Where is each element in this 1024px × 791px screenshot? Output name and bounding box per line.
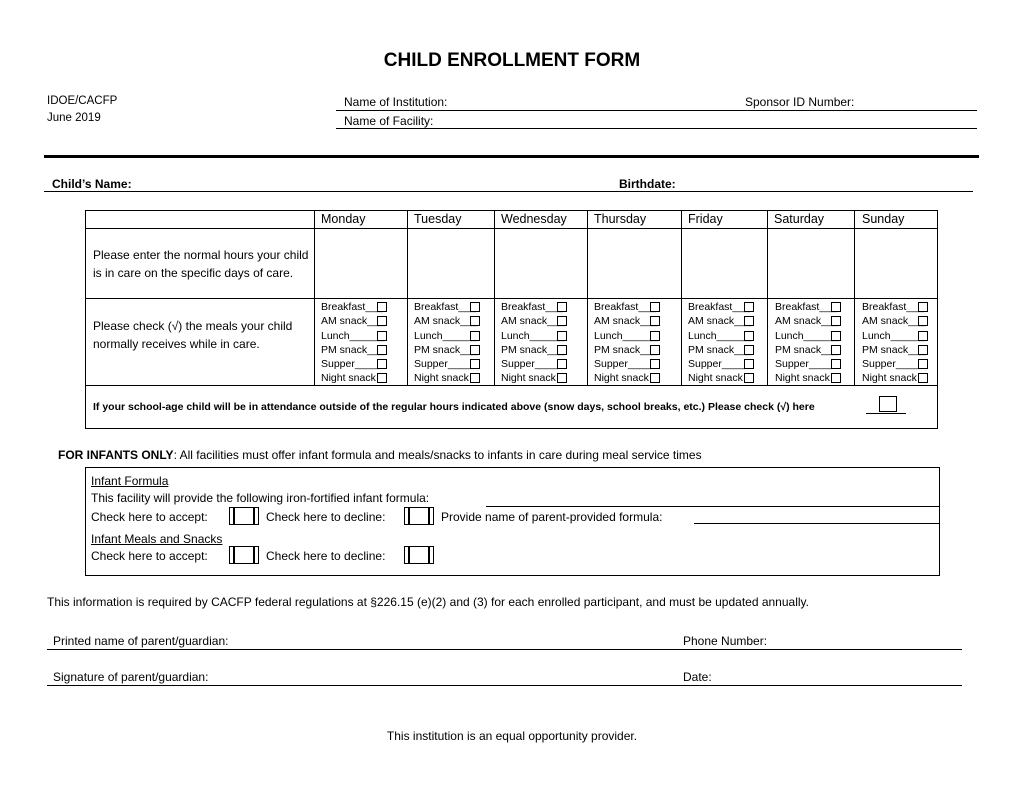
- meal-option[interactable]: Lunch______: [321, 329, 385, 343]
- child-info-line[interactable]: [44, 191, 973, 192]
- infants-heading-text: : All facilities must offer infant formula and meals/snacks to infants in care during meal service times: [173, 448, 702, 462]
- checkbox[interactable]: [377, 331, 387, 341]
- checkbox[interactable]: [918, 345, 928, 355]
- meal-option[interactable]: PM snack___: [688, 343, 752, 357]
- table-row-rule: [85, 298, 938, 299]
- footer-note: This institution is an equal opportunity provider.: [386, 729, 638, 743]
- meal-option[interactable]: Night snack: [321, 371, 385, 385]
- checkbox[interactable]: [744, 345, 754, 355]
- meal-option[interactable]: Lunch______: [501, 329, 565, 343]
- day-header-thursday: Thursday: [594, 212, 647, 226]
- day-header-tuesday: Tuesday: [414, 212, 462, 226]
- checkbox[interactable]: [744, 316, 754, 326]
- checkbox[interactable]: [470, 359, 480, 369]
- infants-heading: [58, 448, 702, 462]
- hours-prompt: Please enter the normal hours your child is in care on the specific days of care.: [93, 248, 309, 280]
- meal-option[interactable]: AM snack___: [775, 314, 839, 328]
- parent-formula-label: Provide name of parent-provided formula:: [441, 510, 663, 524]
- meal-option[interactable]: AM snack___: [688, 314, 752, 328]
- checkbox[interactable]: [557, 373, 567, 383]
- checkbox[interactable]: [470, 316, 480, 326]
- meal-option[interactable]: Breakfast___: [862, 300, 926, 314]
- meal-option[interactable]: Lunch______: [862, 329, 926, 343]
- sponsor-id-label: Sponsor ID Number:: [745, 95, 855, 109]
- meal-option[interactable]: Breakfast___: [501, 300, 565, 314]
- meal-option[interactable]: PM snack___: [414, 343, 478, 357]
- infant-formula-title: Infant Formula: [91, 474, 169, 488]
- meals-thursday: [594, 300, 658, 386]
- meals-sunday: [862, 300, 926, 386]
- printed-name-label: Printed name of parent/guardian:: [53, 634, 229, 648]
- meals-wednesday: [501, 300, 565, 386]
- checkbox[interactable]: [470, 345, 480, 355]
- meal-option[interactable]: Lunch______: [775, 329, 839, 343]
- facility-line[interactable]: [336, 128, 977, 129]
- checkbox[interactable]: [918, 359, 928, 369]
- meal-option[interactable]: Supper____: [688, 357, 752, 371]
- regulation-note: This information is required by CACFP federal regulations at §226.15 (e)(2) and (3) for each enrolled participant, and must be updated annually.: [47, 595, 809, 609]
- checkbox[interactable]: [377, 373, 387, 383]
- checkbox[interactable]: [650, 331, 660, 341]
- checkbox[interactable]: [831, 331, 841, 341]
- facility-label: Name of Facility:: [344, 114, 434, 128]
- checkbox[interactable]: [831, 345, 841, 355]
- meal-option[interactable]: AM snack___: [594, 314, 658, 328]
- printed-name-line[interactable]: [47, 649, 962, 650]
- checkbox[interactable]: [744, 359, 754, 369]
- day-header-monday: Monday: [321, 212, 366, 226]
- meal-option[interactable]: Breakfast___: [414, 300, 478, 314]
- checkbox[interactable]: [831, 302, 841, 312]
- agency-label: IDOE/CACFP: [47, 95, 118, 107]
- infant-formula-text: This facility will provide the following iron-fortified infant formula:: [91, 491, 430, 505]
- meal-option[interactable]: Lunch______: [594, 329, 658, 343]
- meal-option[interactable]: AM snack___: [501, 314, 565, 328]
- checkbox[interactable]: [557, 345, 567, 355]
- checkbox[interactable]: [650, 302, 660, 312]
- checkbox[interactable]: [831, 373, 841, 383]
- meal-option[interactable]: Breakfast___: [688, 300, 752, 314]
- formula-accept-checkbox[interactable]: [229, 507, 259, 525]
- meal-option[interactable]: Night snack: [501, 371, 565, 385]
- date-label: Date:: [683, 670, 712, 684]
- meal-option[interactable]: Breakfast___: [321, 300, 385, 314]
- meal-option[interactable]: Supper____: [321, 357, 385, 371]
- meal-option[interactable]: Supper____: [501, 357, 565, 371]
- phone-label: Phone Number:: [683, 634, 768, 648]
- child-name-label: Child’s Name:: [52, 177, 132, 191]
- checkbox[interactable]: [918, 302, 928, 312]
- hours-cell-friday[interactable]: [682, 229, 767, 298]
- meal-option[interactable]: AM snack___: [862, 314, 926, 328]
- signature-line[interactable]: [47, 685, 962, 686]
- checkbox[interactable]: [557, 302, 567, 312]
- checkbox[interactable]: [831, 316, 841, 326]
- checkbox[interactable]: [557, 359, 567, 369]
- meals-saturday: [775, 300, 839, 386]
- checkbox[interactable]: [918, 316, 928, 326]
- hours-cell-monday[interactable]: [315, 229, 407, 298]
- checkbox[interactable]: [557, 331, 567, 341]
- header-divider: [44, 155, 979, 158]
- hours-cell-wednesday[interactable]: [495, 229, 587, 298]
- form-date: June 2019: [47, 112, 101, 124]
- meals-prompt: Please check (√) the meals your child normally receives while in care.: [93, 319, 293, 351]
- infant-meals-title: Infant Meals and Snacks: [91, 532, 223, 546]
- checkbox[interactable]: [831, 359, 841, 369]
- checkbox[interactable]: [377, 345, 387, 355]
- meal-option[interactable]: Breakfast___: [594, 300, 658, 314]
- checkbox[interactable]: [557, 316, 567, 326]
- institution-line[interactable]: [336, 110, 977, 111]
- checkbox[interactable]: [470, 373, 480, 383]
- checkbox[interactable]: [650, 316, 660, 326]
- hours-cell-tuesday[interactable]: [408, 229, 494, 298]
- meal-option[interactable]: Night snack: [414, 371, 478, 385]
- checkbox[interactable]: [377, 316, 387, 326]
- school-age-checkbox[interactable]: [879, 396, 897, 412]
- meals-accept-checkbox[interactable]: [229, 546, 259, 564]
- day-header-saturday: Saturday: [774, 212, 825, 226]
- meal-option[interactable]: PM snack___: [594, 343, 658, 357]
- meals-decline-label: Check here to decline:: [266, 549, 386, 563]
- meal-option[interactable]: Night snack: [775, 371, 839, 385]
- meals-tuesday: [414, 300, 478, 386]
- meal-option[interactable]: Supper____: [862, 357, 926, 371]
- school-age-line: [866, 413, 906, 414]
- formula-accept-label: Check here to accept:: [91, 510, 208, 524]
- hours-cell-sunday[interactable]: [855, 229, 937, 298]
- checkbox[interactable]: [744, 302, 754, 312]
- institution-label: Name of Institution:: [344, 95, 448, 109]
- meal-option[interactable]: Night snack: [594, 371, 658, 385]
- birthdate-label: Birthdate:: [619, 177, 676, 191]
- meals-friday: [688, 300, 752, 386]
- meals-decline-checkbox[interactable]: [404, 546, 434, 564]
- meal-option[interactable]: AM snack___: [414, 314, 478, 328]
- infants-heading-bold: FOR INFANTS ONLY: [58, 448, 174, 462]
- meals-monday: [321, 300, 385, 386]
- formula-decline-label: Check here to decline:: [266, 510, 386, 524]
- meal-option[interactable]: PM snack___: [862, 343, 926, 357]
- formula-decline-checkbox[interactable]: [404, 507, 434, 525]
- meal-option[interactable]: Supper____: [594, 357, 658, 371]
- signature-label: Signature of parent/guardian:: [53, 670, 209, 684]
- form-title: CHILD ENROLLMENT FORM: [383, 50, 641, 71]
- checkbox[interactable]: [377, 302, 387, 312]
- checkbox[interactable]: [744, 331, 754, 341]
- meal-option[interactable]: PM snack___: [321, 343, 385, 357]
- meal-option[interactable]: Breakfast___: [775, 300, 839, 314]
- hours-cell-saturday[interactable]: [768, 229, 854, 298]
- day-header-wednesday: Wednesday: [501, 212, 567, 226]
- meal-option[interactable]: Night snack: [688, 371, 752, 385]
- checkbox[interactable]: [650, 373, 660, 383]
- meal-option[interactable]: AM snack___: [321, 314, 385, 328]
- meal-option[interactable]: Supper____: [414, 357, 478, 371]
- day-header-friday: Friday: [688, 212, 723, 226]
- checkbox[interactable]: [470, 302, 480, 312]
- meal-option[interactable]: Supper____: [775, 357, 839, 371]
- parent-formula-line[interactable]: [694, 523, 939, 524]
- meal-option[interactable]: PM snack___: [775, 343, 839, 357]
- meals-accept-label: Check here to accept:: [91, 549, 208, 563]
- checkbox[interactable]: [650, 345, 660, 355]
- checkbox[interactable]: [918, 331, 928, 341]
- meal-option[interactable]: Night snack: [862, 371, 926, 385]
- meal-option[interactable]: Lunch______: [688, 329, 752, 343]
- checkbox[interactable]: [377, 359, 387, 369]
- checkbox[interactable]: [744, 373, 754, 383]
- checkbox[interactable]: [470, 331, 480, 341]
- checkbox[interactable]: [650, 359, 660, 369]
- formula-name-line[interactable]: [486, 506, 939, 507]
- hours-cell-thursday[interactable]: [588, 229, 681, 298]
- day-header-sunday: Sunday: [862, 212, 905, 226]
- checkbox[interactable]: [918, 373, 928, 383]
- meal-option[interactable]: PM snack___: [501, 343, 565, 357]
- school-age-note: If your school-age child will be in attendance outside of the regular hours indicated above (snow days, school breaks, etc.) Please check (√) here: [93, 401, 815, 413]
- meal-option[interactable]: Lunch______: [414, 329, 478, 343]
